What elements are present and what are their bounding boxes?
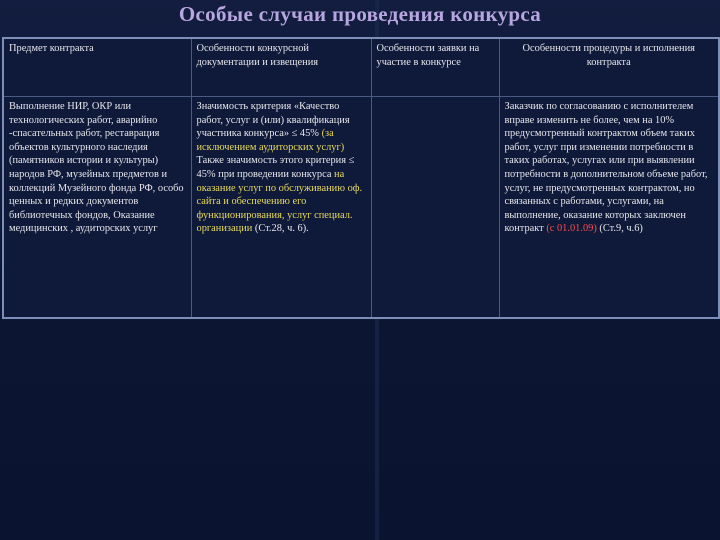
docs-highlight-2: на оказание услуг по обслуживанию оф. сайта и обеспечению его функционирования, услуг специал. организации xyxy=(196,168,363,235)
docs-highlight-1: (за исключением аудиторских услуг) xyxy=(196,128,345,153)
cell-contract-subject: Выполнение НИР, ОКР или технологических работ, аварийно -спасательных работ, реставрация объектов культурного наследия (памятников истории и культуры) народов РФ, музейных предметов и коллекций Музейного фонда РФ, особо ценных и редких документов библиотечных фондов, Оказание медицинских , аудиторских услуг xyxy=(3,97,191,319)
header-documentation-features: Особенности конкурсной документации и извещения xyxy=(191,38,371,97)
cell-application-features xyxy=(371,97,499,319)
header-procedure-features: Особенности процедуры и исполнения контракта xyxy=(499,38,719,97)
docs-text-2: Также значимость этого критерия ≤ 45% при проведении конкурса xyxy=(196,155,355,180)
slide-title: Особые случаи проведения конкурса xyxy=(178,2,542,26)
procedure-text-2: (Ст.9, ч.6) xyxy=(596,223,643,235)
docs-text-3: (Ст.28, ч. 6). xyxy=(252,223,309,235)
header-application-features: Особенности заявки на участие в конкурсе xyxy=(371,38,499,97)
contest-cases-table xyxy=(2,37,720,319)
procedure-text-1: Заказчик по согласованию с исполнителем вправе изменить не более, чем на 10% предусмотренный контрактом объем таких работ, услуг при изменении потребности в таких работах, услугах или при выявлении потребности в дополнительном объеме работ, услуг, не предусмотренных контрактом, но связанных с работами, услугами, на выполнение, оказание которых заключен контракт xyxy=(504,101,708,235)
table-header-row xyxy=(3,38,719,97)
header-contract-subject: Предмет контракта xyxy=(3,38,191,97)
cell-procedure-features xyxy=(499,97,719,319)
table-row xyxy=(3,97,719,319)
procedure-date-highlight: (с 01.01.09) xyxy=(546,223,597,235)
docs-text-1: Значимость критерия «Качество работ, услуг и (или) квалификация участника конкурса» ≤ 45% xyxy=(196,101,350,140)
cell-documentation-features xyxy=(191,97,371,319)
